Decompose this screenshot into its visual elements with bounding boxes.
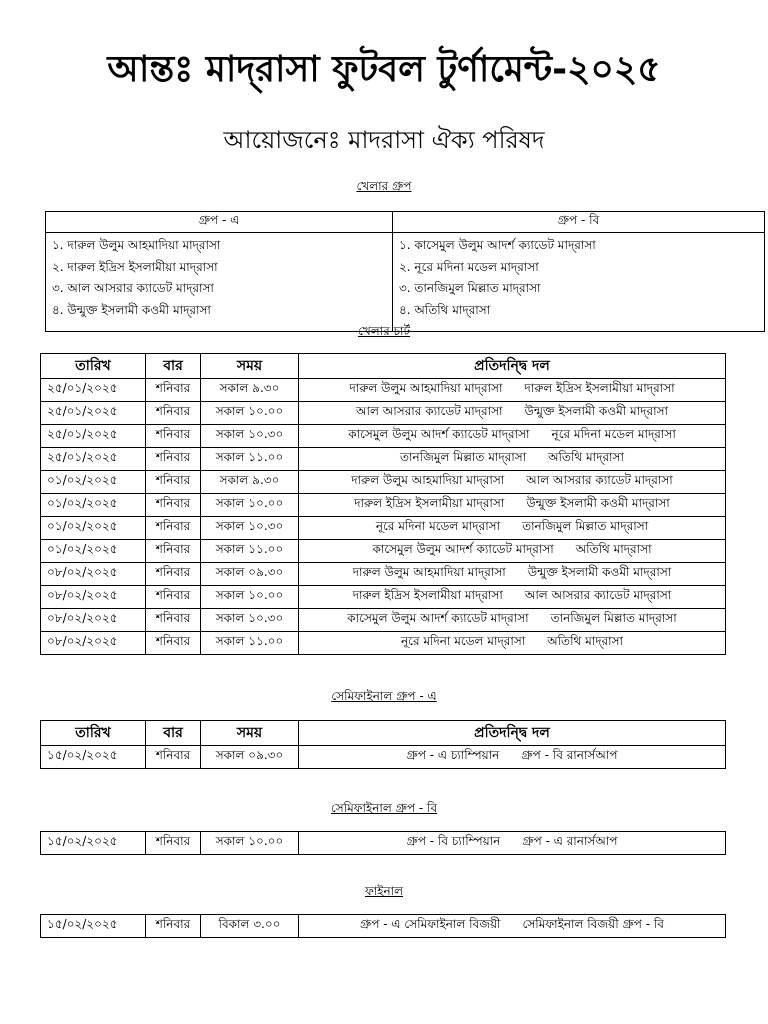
group-a-header: গ্রুপ - এ [46, 212, 393, 233]
team-a: গ্রুপ - বি চ্যাম্পিয়ান [406, 834, 501, 848]
semifinal-a-table [40, 720, 726, 769]
match-day: শনিবার [146, 494, 201, 517]
table-row [41, 586, 726, 609]
team-a: দারুল উলুম আহমাদিয়া মাদ্‌রাসা [352, 565, 506, 579]
team-b: অতিথি মাদ্‌রাসা [575, 542, 652, 556]
match-time: সকাল ১০.০০ [201, 586, 299, 609]
match-time: বিকাল ৩.০০ [201, 915, 299, 938]
match-day: শনিবার [146, 586, 201, 609]
team-b: অতিথি মাদ্‌রাসা [548, 450, 624, 464]
table-row [41, 540, 726, 563]
match-teams [299, 379, 726, 402]
table-row [41, 425, 726, 448]
match-time: সকাল ১০.৩০ [201, 517, 299, 540]
groups-table [45, 211, 765, 332]
table-row [41, 471, 726, 494]
match-date: ২৫/০১/২০২৫ [41, 379, 146, 402]
final-table [40, 914, 726, 938]
match-teams [299, 915, 726, 938]
team-b: গ্রুপ - এ রানার্সআপ [522, 834, 618, 848]
match-teams [299, 746, 726, 769]
match-time: সকাল ৯.৩০ [201, 471, 299, 494]
group-b-header: গ্রুপ - বি [393, 212, 765, 233]
match-day: শনিবার [146, 609, 201, 632]
match-day: শনিবার [146, 379, 201, 402]
header-day: বার [146, 721, 201, 746]
match-day: শনিবার [146, 425, 201, 448]
team-a: দারুল উলুম আহমাদিয়া মাদ্‌রাসা [351, 473, 505, 487]
group-b-team: ২. নূরে মদিনা মডেল মাদ্‌রাসা [399, 259, 539, 274]
match-teams [299, 563, 726, 586]
match-day: শনিবার [146, 563, 201, 586]
match-date: ০১/০২/২০২৫ [41, 517, 146, 540]
match-date: ২৫/০১/২০২৫ [41, 448, 146, 471]
group-a-team: ১. দারুল উলুম আহমাদিয়া মাদ্‌রাসা [52, 238, 221, 252]
team-b: উন্মুক্ত ইসলামী কওমী মাদ্‌রাসা [527, 565, 672, 579]
match-time: সকাল ১১.০০ [201, 632, 299, 655]
match-teams [299, 832, 726, 855]
team-a: দারুল উলুম আহমাদিয়া মাদ্‌রাসা [349, 381, 503, 395]
team-b: তানজিমুল মিল্লাত মাদ্‌রাসা [522, 519, 649, 533]
table-row [41, 402, 726, 425]
match-date: ২৫/০১/২০২৫ [41, 425, 146, 448]
group-a-team: ৩. আল আসরার ক্যাডেট মাদ্‌রাসা [52, 281, 214, 295]
team-b: আল আসরার ক্যাডেট মাদ্‌রাসা [526, 473, 673, 487]
match-teams [299, 632, 726, 655]
match-date: ০৮/০২/২০২৫ [41, 609, 146, 632]
team-b: উন্মুক্ত ইসলামী কওমী মাদ্‌রাসা [526, 496, 670, 510]
team-b: আল আসরার ক্যাডেট মাদ্‌রাসা [524, 588, 672, 602]
organizer-subtitle: আয়োজনেঃ মাদরাসা ঐক্য পরিষদ [223, 126, 545, 154]
match-teams [299, 471, 726, 494]
team-a: নূরে মদিনা মডেল মাদ্‌রাসা [400, 634, 526, 648]
match-day: শনিবার [146, 471, 201, 494]
team-a: দারুল ইদ্রিস ইসলামীয়া মাদ্‌রাসা [354, 496, 505, 510]
team-a: গ্রুপ - এ চ্যাম্পিয়ান [406, 748, 500, 762]
match-teams [299, 494, 726, 517]
header-teams: প্রতিদন্দ্বি দল [299, 354, 726, 379]
group-b-team: ১. কাসেমুল উলুম আদর্শ ক্যাডেট মাদ্‌রাসা [399, 238, 596, 252]
match-day: শনিবার [146, 632, 201, 655]
team-a: গ্রুপ - এ সেমিফাইনাল বিজয়ী [360, 917, 501, 931]
table-row [41, 832, 726, 855]
match-day: শনিবার [146, 402, 201, 425]
table-row [41, 746, 726, 769]
table-row [41, 494, 726, 517]
match-time: সকাল ১০.০০ [201, 832, 299, 855]
group-a-list [46, 233, 393, 332]
semifinal-b-caption: সেমিফাইনাল গ্রুপ - বি [330, 801, 438, 815]
match-time: সকাল ৯.৩০ [201, 379, 299, 402]
group-a-team: ৪. উন্মুক্ত ইসলামী কওমী মাদ্‌রাসা [52, 302, 211, 317]
match-time: সকাল ১১.০০ [201, 448, 299, 471]
team-b: সেমিফাইনাল বিজয়ী গ্রুপ - বি [522, 917, 664, 931]
match-teams [299, 425, 726, 448]
team-a: কাসেমুল উলুম আদর্শ ক্যাডেট মাদ্‌রাসা [348, 427, 530, 441]
match-teams [299, 402, 726, 425]
header-time: সময় [201, 354, 299, 379]
groups-caption: খেলার গ্রুপ [356, 179, 412, 193]
match-time: সকাল ১০.০০ [201, 402, 299, 425]
group-a-team: ২. দারুল ইদ্রিস ইসলামীয়া মাদ্‌রাসা [52, 259, 218, 274]
team-a: কাসেমুল উলুম আদর্শ ক্যাডেট মাদ্‌রাসা [372, 542, 554, 556]
group-b-team: ৪. অতিথি মাদ্‌রাসা [399, 302, 491, 317]
header-teams: প্রতিদন্দ্বি দল [299, 721, 726, 746]
table-row [41, 563, 726, 586]
team-a: তানজিমুল মিল্লাত মাদ্‌রাসা [400, 450, 527, 464]
team-a: নূরে মদিনা মডেল মাদ্‌রাসা [375, 519, 501, 533]
team-b: উন্মুক্ত ইসলামী কওমী মাদ্‌রাসা [524, 404, 668, 418]
match-time: সকাল ০৯.৩০ [201, 563, 299, 586]
match-teams [299, 609, 726, 632]
match-time: সকাল ১০.৩০ [201, 425, 299, 448]
match-teams [299, 586, 726, 609]
match-day: শনিবার [146, 540, 201, 563]
header-date: তারিখ [41, 721, 146, 746]
match-date: ০৮/০২/২০২৫ [41, 586, 146, 609]
match-date: ০৮/০২/২০২৫ [41, 632, 146, 655]
team-a: কাসেমুল উলুম আদর্শ ক্যাডেট মাদ্‌রাসা [347, 611, 529, 625]
match-date: ০১/০২/২০২৫ [41, 540, 146, 563]
header-time: সময় [201, 721, 299, 746]
team-b: নূরে মদিনা মডেল মাদ্‌রাসা [551, 427, 676, 441]
match-day: শনিবার [146, 517, 201, 540]
match-time: সকাল ১০.৩০ [201, 609, 299, 632]
final-caption: ফাইনাল [364, 884, 404, 898]
header-date: তারিখ [41, 354, 146, 379]
table-row [41, 609, 726, 632]
page-title: আন্তঃ মাদ্‌রাসা ফুটবল টুর্ণামেন্ট-২০২৫ [107, 49, 661, 90]
match-date: ২৫/০১/২০২৫ [41, 402, 146, 425]
match-day: শনিবার [146, 832, 201, 855]
chart-caption: খেলার চার্ট [357, 324, 411, 338]
table-row [41, 915, 726, 938]
team-b: দারুল ইদ্রিস ইসলামীয়া মাদ্‌রাসা [524, 381, 675, 395]
team-b: অতিথি মাদ্‌রাসা [547, 634, 624, 648]
group-b-team: ৩. তানজিমুল মিল্লাত মাদ্‌রাসা [399, 281, 541, 295]
table-row [41, 379, 726, 402]
match-day: শনিবার [146, 746, 201, 769]
team-b: তানজিমুল মিল্লাত মাদ্‌রাসা [550, 611, 677, 625]
match-date: ০৮/০২/২০২৫ [41, 563, 146, 586]
match-teams [299, 540, 726, 563]
semifinal-a-caption: সেমিফাইনাল গ্রুপ - এ [331, 689, 437, 703]
table-row [41, 517, 726, 540]
group-b-list [393, 233, 765, 332]
match-date: ১৫/০২/২০২৫ [41, 832, 146, 855]
match-date: ১৫/০২/২০২৫ [41, 915, 146, 938]
match-date: ১৫/০২/২০২৫ [41, 746, 146, 769]
match-time: সকাল ০৯.৩০ [201, 746, 299, 769]
semifinal-b-table [40, 831, 726, 855]
match-teams [299, 517, 726, 540]
team-a: দারুল ইদ্রিস ইসলামীয়া মাদ্‌রাসা [352, 588, 503, 602]
match-time: সকাল ১০.০০ [201, 494, 299, 517]
match-day: শনিবার [146, 448, 201, 471]
team-a: আল আসরার ক্যাডেট মাদ্‌রাসা [356, 404, 503, 418]
match-teams [299, 448, 726, 471]
team-b: গ্রুপ - বি রানার্সআপ [521, 748, 618, 762]
table-row [41, 448, 726, 471]
match-date: ০১/০২/২০২৫ [41, 494, 146, 517]
schedule-table [40, 353, 726, 655]
table-row [41, 632, 726, 655]
match-time: সকাল ১১.০০ [201, 540, 299, 563]
match-day: শনিবার [146, 915, 201, 938]
header-day: বার [146, 354, 201, 379]
match-date: ০১/০২/২০২৫ [41, 471, 146, 494]
